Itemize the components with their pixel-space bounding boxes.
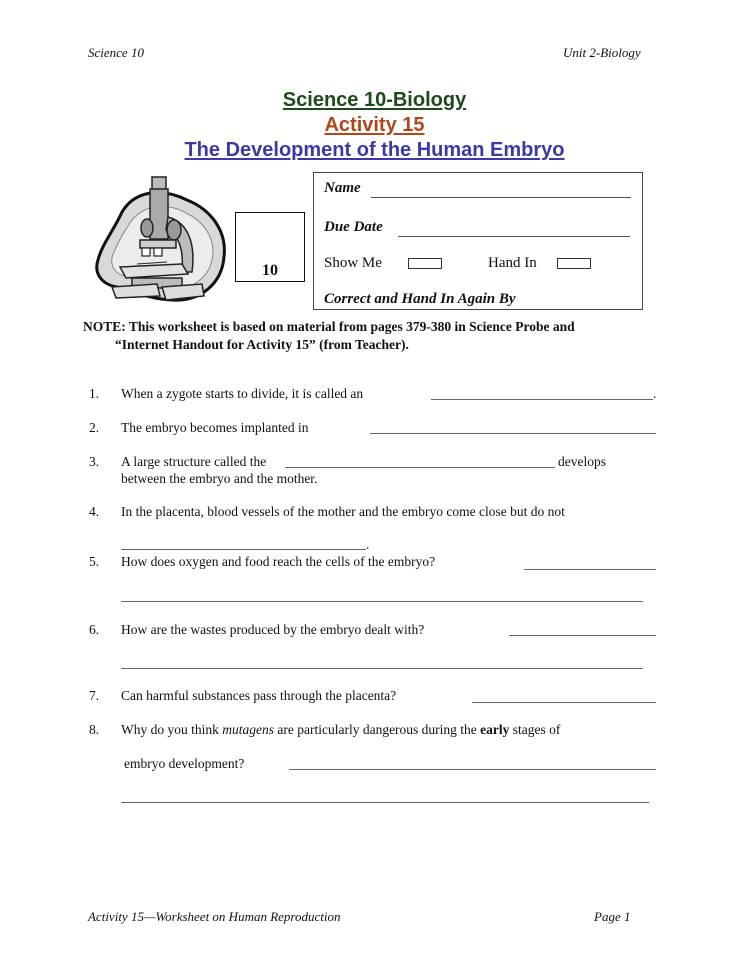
score-value: 10 bbox=[262, 262, 278, 279]
question-3-text: A large structure called the bbox=[121, 454, 267, 469]
score-box bbox=[235, 212, 305, 282]
question-8-text-mid: are particularly dangerous during the bbox=[274, 722, 481, 737]
correct-hand-in-again-label: Correct and Hand In Again By bbox=[324, 291, 516, 307]
header-right: Unit 2-Biology bbox=[563, 45, 641, 60]
question-8-text bbox=[121, 721, 560, 738]
activity-title: Activity 15 bbox=[324, 114, 425, 136]
due-date-field[interactable] bbox=[398, 236, 630, 237]
course-title: Science 10-Biology bbox=[282, 89, 467, 111]
question-8-italic-term: mutagens bbox=[222, 722, 274, 737]
question-1-number: 1. bbox=[89, 386, 100, 401]
topic-title: The Development of the Human Embryo bbox=[184, 139, 565, 161]
question-3-number: 3. bbox=[89, 454, 100, 469]
question-5-answer-blank[interactable] bbox=[524, 569, 656, 570]
question-2-answer-blank[interactable] bbox=[370, 433, 656, 434]
name-field[interactable] bbox=[371, 197, 631, 198]
question-8-number: 8. bbox=[89, 722, 100, 737]
note-line-2: “Internet Handout for Activity 15” (from Teacher). bbox=[115, 337, 409, 352]
question-4-number: 4. bbox=[89, 504, 100, 519]
microscope-icon bbox=[92, 172, 232, 307]
footer-page-number: Page 1 bbox=[594, 909, 631, 924]
question-3-answer-blank[interactable] bbox=[285, 467, 555, 468]
question-3-line-2: between the embryo and the mother. bbox=[121, 471, 318, 486]
question-5-answer-line-2[interactable] bbox=[121, 601, 643, 602]
question-3-suffix: develops bbox=[558, 454, 606, 469]
hand-in-label: Hand In bbox=[488, 255, 537, 271]
question-8-answer-line-2[interactable] bbox=[121, 802, 649, 803]
question-1-answer-blank[interactable] bbox=[431, 399, 653, 400]
due-date-label: Due Date bbox=[324, 219, 383, 235]
question-2-text: The embryo becomes implanted in bbox=[121, 420, 309, 435]
question-7-number: 7. bbox=[89, 688, 100, 703]
question-6-answer-blank[interactable] bbox=[509, 635, 656, 636]
question-5-text: How does oxygen and food reach the cells of the embryo? bbox=[121, 554, 436, 569]
question-6-text: How are the wastes produced by the embryo dealt with? bbox=[121, 622, 425, 637]
show-me-label: Show Me bbox=[324, 255, 382, 271]
question-8-text-after: stages of bbox=[509, 722, 561, 737]
worksheet-note bbox=[83, 318, 683, 354]
question-1-period: . bbox=[653, 386, 657, 401]
question-1-text: When a zygote starts to divide, it is called an bbox=[121, 386, 364, 401]
question-6-answer-line-2[interactable] bbox=[121, 668, 643, 669]
question-4-text: In the placenta, blood vessels of the mother and the embryo come close but do not bbox=[121, 504, 565, 519]
show-me-checkbox[interactable] bbox=[408, 258, 442, 269]
question-8-text-before: Why do you think bbox=[121, 722, 223, 737]
question-6-number: 6. bbox=[89, 622, 100, 637]
footer-left: Activity 15—Worksheet on Human Reproduction bbox=[88, 909, 341, 924]
question-4-answer-blank[interactable] bbox=[121, 549, 366, 550]
question-5-number: 5. bbox=[89, 554, 100, 569]
question-8-bold-term: early bbox=[480, 722, 510, 737]
question-4-period: . bbox=[366, 537, 370, 552]
note-line-1: NOTE: This worksheet is based on material from pages 379-380 in Science Probe and bbox=[83, 319, 575, 334]
question-7-text: Can harmful substances pass through the placenta? bbox=[121, 688, 397, 703]
question-7-answer-blank[interactable] bbox=[472, 702, 656, 703]
header-left: Science 10 bbox=[88, 45, 144, 60]
question-8-answer-blank[interactable] bbox=[289, 769, 656, 770]
name-label: Name bbox=[324, 180, 361, 196]
student-info-box bbox=[313, 172, 643, 310]
hand-in-checkbox[interactable] bbox=[557, 258, 591, 269]
question-8-line-2: embryo development? bbox=[124, 756, 245, 771]
question-2-number: 2. bbox=[89, 420, 100, 435]
